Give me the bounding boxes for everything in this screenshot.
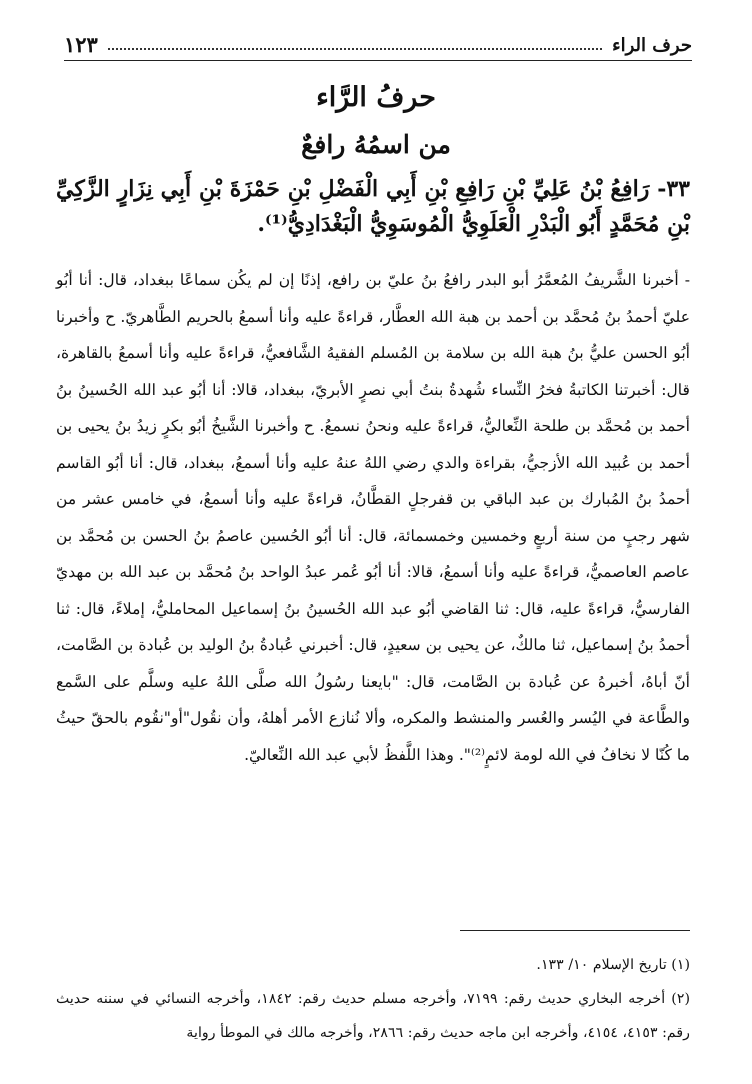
chapter-title: حرفُ الرَّاء xyxy=(316,82,436,113)
footnote-1: (١) تاريخ الإسلام ١٠/ ١٣٣. xyxy=(536,957,690,973)
entry-heading: ٣٣- رَافِعُ بْنُ عَلِيِّ بْنِ رَافِعِ بْنِ أَبِي الْفَضْلِ بْنِ حَمْزَةَ بْنِ أَبِي نِزَارٍ الزَّكِيِّ بْنِ مُحَمَّدٍ أَبُو الْبَدْرِ الْعَلَوِيُّ الْمُوسَوِيُّ الْبَغْدَادِيُّ⁽¹⁾. xyxy=(56,176,690,237)
body-paragraph: - أخبرنا الشَّريفُ المُعمَّرُ أبو البدر رافعُ بنُ عليّ بن رافع، إذنًا إن لم يكُن سماعًا ببغداد، قال: أنا أبُو عليّ أحمدُ بنُ مُحمَّد بن أحمد بن هبة الله العطَّار، قراءةً عليه وأنا أسمعُ بالحريم الطَّاهريّ. ح وأخبرنا أبُو الحسن عليُّ بنُ هبة الله بن سلامة بن المُسلم الفقيهُ الشَّافعيُّ، قراءةً عليه وأنا أسمعُ بالقاهرة، قال: أخبرتنا الكاتبةُ فخرُ النِّساء شُهدةُ بنتُ أبي نصرٍ الأبريّ، ببغداد، قالا: أنا أبُو عبد الله الحُسينُ بنُ أحمد بن مُحمَّد بن طلحة النِّعاليُّ، قراءةً عليه ونحنُ نسمعُ. ح وأخبرنا الشَّيخُ أبُو بكرٍ زيدُ بنُ يحيى بن أحمد بن عُبيد الله الأزجيُّ، بقراءة والدي رضي اللهُ عنهُ عليه وأنا أسمعُ، ببغداد، قال: أنا أبُو القاسم أحمدُ بنُ المُبارك بن عبد الباقي بن قفرجلٍ القطَّانُ، قراءةً عليه وأنا أسمعُ، في خامس عشر من شهر رجبٍ من سنة أربعٍ وخمسين وخمسمائة، قال: أنا أبُو الحُسين عاصمُ بنُ الحسن بن مُحمَّد بن عاصم العاصميُّ، قراءةً عليه وأنا أسمعُ، قالا: أنا أبُو عُمر عبدُ الواحد بنُ مُحمَّد بن عبد الله بن مهديّ الفارسيُّ، قراءةً عليه، قال: ثنا القاضي أبُو عبد الله الحُسينُ بنُ إسماعيل المحامليُّ، إملاءً، قال: ثنا أحمدُ بنُ إسماعيل، ثنا مالكٌ، عن يحيى بن سعيدٍ، قال: أخبرني عُبادةُ بنُ الوليد بن عُبادة بن الصَّامت، أنّ أباهُ، أخبرهُ عن عُبادة بن الصَّامت، قال: "بايعنا رسُولُ الله صلَّى اللهُ عليه وسلَّم على السَّمع والطَّاعة في اليُسر والعُسر والمنشط والمكره، وألا نُنازع الأمر أهلهُ، وأن نقُول"أو"نقُوم بالحقّ حيثُ ما كُنّا لا نخافُ في الله لومة لائمٍ⁽²⁾". وهذا اللَّفظُ لأبي عبد الله النِّعاليّ. xyxy=(56,271,690,764)
running-title: حرف الراء xyxy=(612,35,692,56)
footnote-separator xyxy=(460,930,690,931)
page-number: ١٢٣ xyxy=(64,32,98,57)
footnotes xyxy=(56,948,690,1050)
page-header xyxy=(64,30,692,61)
section-title: من اسمُهُ رافعٌ xyxy=(301,130,451,159)
footnote-2: (٢) أخرجه البخاري حديث رقم: ٧١٩٩، وأخرجه مسلم حديث رقم: ١٨٤٢، وأخرجه النسائي في سننه حديث رقم: ٤١٥٣، ٤١٥٤، وأخرجه ابن ماجه حديث رقم: ٢٨٦٦، وأخرجه مالك في الموطأ رواية xyxy=(56,991,690,1041)
header-dotted-leader xyxy=(108,48,602,50)
